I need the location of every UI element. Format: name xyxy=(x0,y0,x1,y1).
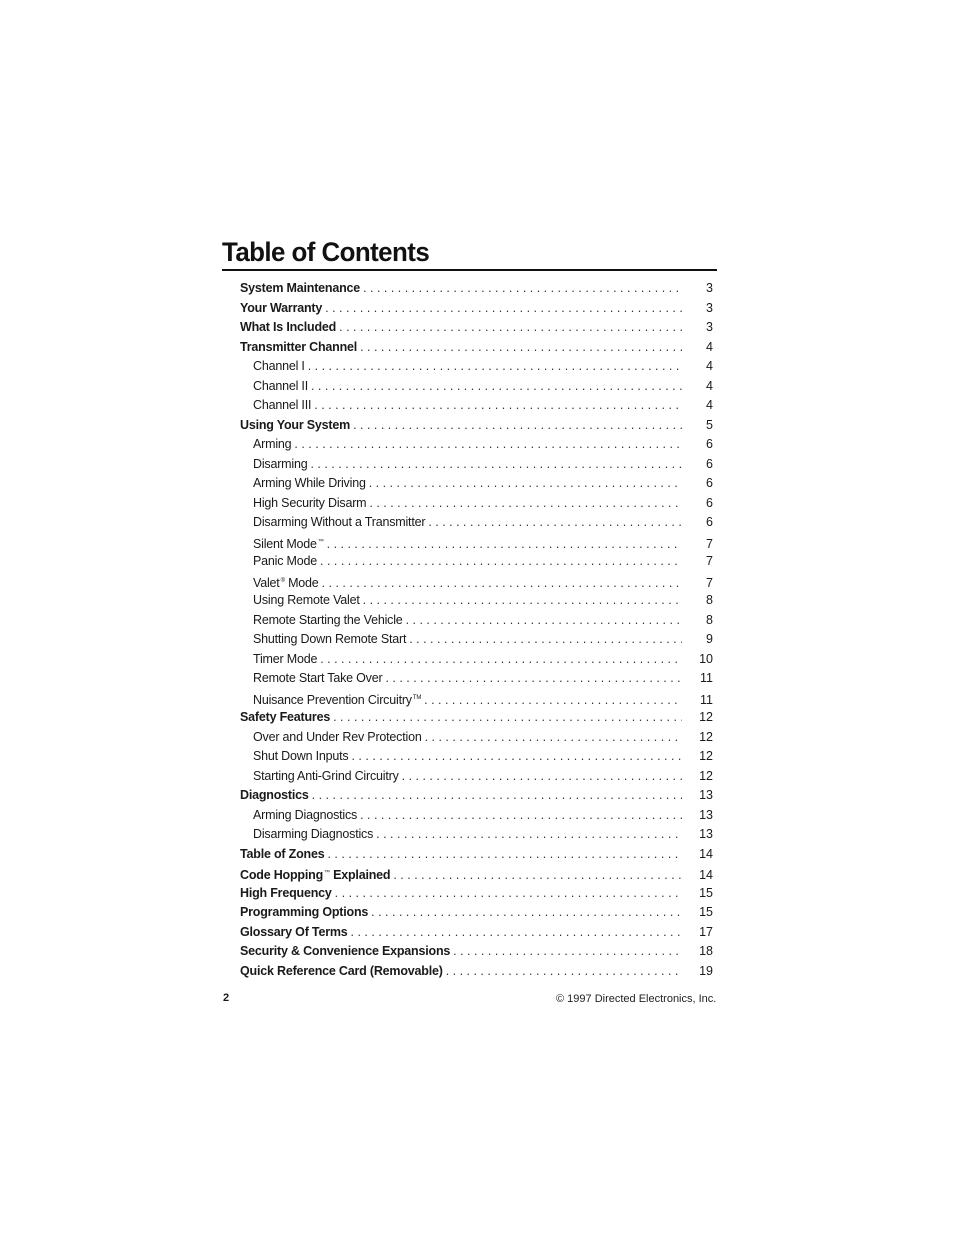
dot-leader xyxy=(369,494,682,514)
toc-page-number: 19 xyxy=(699,963,713,978)
toc-page-number: 7 xyxy=(706,554,713,568)
dot-leader xyxy=(325,299,682,319)
toc-page-number: 9 xyxy=(706,632,713,646)
toc-section-entry xyxy=(0,279,954,299)
dot-leader xyxy=(320,650,682,670)
dot-leader xyxy=(310,455,682,475)
dot-leader xyxy=(351,923,682,943)
toc-section-entry xyxy=(0,786,954,806)
toc-subsection-entry xyxy=(0,591,954,611)
toc-entry-label: Disarming Without a Transmitter xyxy=(253,515,426,529)
toc-page-number: 5 xyxy=(706,417,713,432)
toc-page-number: 7 xyxy=(706,536,713,551)
toc-subsection-entry xyxy=(0,767,954,787)
toc-entry-label: Timer Mode xyxy=(253,651,318,666)
toc-page-number: 13 xyxy=(699,788,713,802)
toc-entry-label: System Maintenance xyxy=(240,281,361,295)
toc-subsection-entry xyxy=(0,435,954,455)
toc-page-number: 11 xyxy=(700,692,713,707)
toc-page-number: 14 xyxy=(699,846,713,861)
toc-entry-label: Quick Reference Card (Removable) xyxy=(240,963,443,978)
toc-subsection-entry xyxy=(0,825,954,845)
dot-leader xyxy=(360,338,682,358)
toc-entry-label: Your Warranty xyxy=(240,300,323,315)
toc-section-entry xyxy=(0,708,954,728)
toc-entry-label: Using Remote Valet xyxy=(253,593,360,607)
dot-leader xyxy=(369,474,682,494)
dot-leader xyxy=(311,377,682,397)
toc-subsection-entry xyxy=(0,747,954,767)
dot-leader xyxy=(312,786,682,806)
toc-entry-label: Diagnostics xyxy=(240,788,309,802)
toc-subsection-entry xyxy=(0,552,954,572)
toc-page-number: 6 xyxy=(706,476,713,490)
toc-entry-label: Shut Down Inputs xyxy=(253,749,349,763)
dot-leader xyxy=(376,825,682,845)
toc-page-number: 11 xyxy=(700,671,713,685)
toc-section-entry xyxy=(0,299,954,319)
dot-leader xyxy=(320,552,682,572)
dot-leader xyxy=(294,435,682,455)
toc-subsection-entry xyxy=(0,357,954,377)
dot-leader xyxy=(327,845,682,865)
dot-leader xyxy=(371,903,682,923)
trademark-mark: ® xyxy=(280,577,285,584)
dot-leader xyxy=(335,884,682,904)
trademark-mark: ™ xyxy=(317,538,324,545)
dot-leader xyxy=(314,396,682,416)
toc-list xyxy=(0,279,954,981)
dot-leader xyxy=(409,630,682,650)
toc-entry-label: Disarming Diagnostics xyxy=(253,827,374,841)
toc-entry-label: High Security Disarm xyxy=(253,495,367,510)
dot-leader xyxy=(385,669,682,689)
toc-page-number: 6 xyxy=(706,456,713,471)
toc-entry-label: Arming Diagnostics xyxy=(253,807,358,822)
dot-leader xyxy=(425,728,682,748)
toc-page-number: 6 xyxy=(706,437,713,451)
toc-entry-label: Silent Mode™ xyxy=(253,536,324,551)
toc-page-number: 18 xyxy=(699,944,713,958)
toc-entry-label: Using Your System xyxy=(240,417,351,432)
toc-subsection-entry xyxy=(0,474,954,494)
toc-subsection-entry xyxy=(0,611,954,631)
toc-page-number: 3 xyxy=(706,281,713,295)
toc-page-number: 8 xyxy=(706,593,713,607)
toc-page-number: 13 xyxy=(699,807,713,822)
toc-entry-label: Code Hopping™ Explained xyxy=(240,868,391,882)
toc-page-number: 10 xyxy=(699,651,713,666)
dot-leader xyxy=(453,942,682,962)
toc-section-entry xyxy=(0,923,954,943)
toc-page-number: 3 xyxy=(706,320,713,334)
footer-copyright: © 1997 Directed Electronics, Inc. xyxy=(556,993,717,1005)
toc-subsection-entry xyxy=(0,377,954,397)
dot-leader xyxy=(308,357,682,377)
toc-subsection-entry xyxy=(0,494,954,514)
toc-entry-label: High Frequency xyxy=(240,885,332,900)
dot-leader xyxy=(446,962,682,982)
toc-section-entry xyxy=(0,416,954,436)
dot-leader xyxy=(363,591,682,611)
toc-entry-label: Shutting Down Remote Start xyxy=(253,632,407,646)
toc-page-number: 15 xyxy=(699,905,713,919)
dot-leader xyxy=(360,806,682,826)
toc-subsection-entry xyxy=(0,630,954,650)
toc-subsection-entry xyxy=(0,513,954,533)
toc-page-number: 6 xyxy=(706,495,713,510)
toc-entry-label: Disarming xyxy=(253,456,308,471)
toc-page-number: 6 xyxy=(706,515,713,529)
toc-page-number: 13 xyxy=(699,827,713,841)
dot-leader xyxy=(428,513,682,533)
toc-entry-label: Arming xyxy=(253,437,292,451)
toc-page-number: 12 xyxy=(699,729,713,744)
page-title: Table of Contents xyxy=(222,237,430,267)
toc-subsection-entry xyxy=(0,669,954,689)
toc-page-number: 14 xyxy=(699,868,713,882)
dot-leader xyxy=(363,279,682,299)
dot-leader xyxy=(339,318,682,338)
toc-subsection-entry xyxy=(0,650,954,670)
dot-leader xyxy=(402,767,682,787)
toc-entry-label: Safety Features xyxy=(240,710,331,724)
toc-entry-label: Channel I xyxy=(253,359,305,373)
toc-page-number: 4 xyxy=(706,339,713,354)
toc-page-number: 17 xyxy=(699,924,713,939)
toc-entry-label: Nuisance Prevention Circuitry™ xyxy=(253,692,422,707)
dot-leader xyxy=(353,416,682,436)
toc-page-number: 4 xyxy=(706,378,713,393)
dot-leader xyxy=(406,611,682,631)
toc-subsection-entry xyxy=(0,455,954,475)
toc-subsection-entry xyxy=(0,728,954,748)
toc-section-entry xyxy=(0,845,954,865)
dot-leader xyxy=(333,708,682,728)
toc-page-number: 12 xyxy=(699,749,713,763)
toc-section-entry xyxy=(0,884,954,904)
toc-entry-label: Channel II xyxy=(253,378,308,393)
toc-subsection-entry xyxy=(0,689,954,709)
toc-entry-label: Arming While Driving xyxy=(253,476,366,490)
toc-page-number: 3 xyxy=(706,300,713,315)
toc-page-number: 4 xyxy=(706,359,713,373)
dot-leader xyxy=(351,747,682,767)
toc-entry-label: Over and Under Rev Protection xyxy=(253,729,422,744)
toc-section-entry xyxy=(0,864,954,884)
toc-section-entry xyxy=(0,338,954,358)
toc-entry-label: Remote Starting the Vehicle xyxy=(253,612,403,627)
toc-entry-label: Security & Convenience Expansions xyxy=(240,944,451,958)
title-rule xyxy=(222,269,717,271)
toc-subsection-entry xyxy=(0,533,954,553)
toc-entry-label: Glossary Of Terms xyxy=(240,924,348,939)
toc-entry-label: Remote Start Take Over xyxy=(253,671,383,685)
toc-entry-label: Channel III xyxy=(253,398,312,412)
toc-entry-label: Starting Anti-Grind Circuitry xyxy=(253,768,399,783)
toc-subsection-entry xyxy=(0,396,954,416)
trademark-mark: TM xyxy=(412,694,422,701)
toc-page-number: 4 xyxy=(706,398,713,412)
toc-entry-label: Panic Mode xyxy=(253,554,318,568)
footer-page-number: 2 xyxy=(223,992,230,1004)
toc-page-number: 15 xyxy=(699,885,713,900)
toc-subsection-entry xyxy=(0,572,954,592)
toc-entry-label: Transmitter Channel xyxy=(240,339,358,354)
toc-section-entry xyxy=(0,962,954,982)
toc-entry-label: What Is Included xyxy=(240,320,337,334)
toc-section-entry xyxy=(0,942,954,962)
toc-page-number: 8 xyxy=(706,612,713,627)
toc-page-number: 7 xyxy=(706,575,713,590)
toc-entry-label: Programming Options xyxy=(240,905,369,919)
toc-section-entry xyxy=(0,318,954,338)
toc-page-number: 12 xyxy=(699,710,713,724)
trademark-mark: ™ xyxy=(324,870,330,876)
toc-entry-label: Table of Zones xyxy=(240,846,325,861)
toc-page-number: 12 xyxy=(699,768,713,783)
toc-entry-label: Valet® Mode xyxy=(253,575,319,590)
toc-section-entry xyxy=(0,903,954,923)
toc-subsection-entry xyxy=(0,806,954,826)
